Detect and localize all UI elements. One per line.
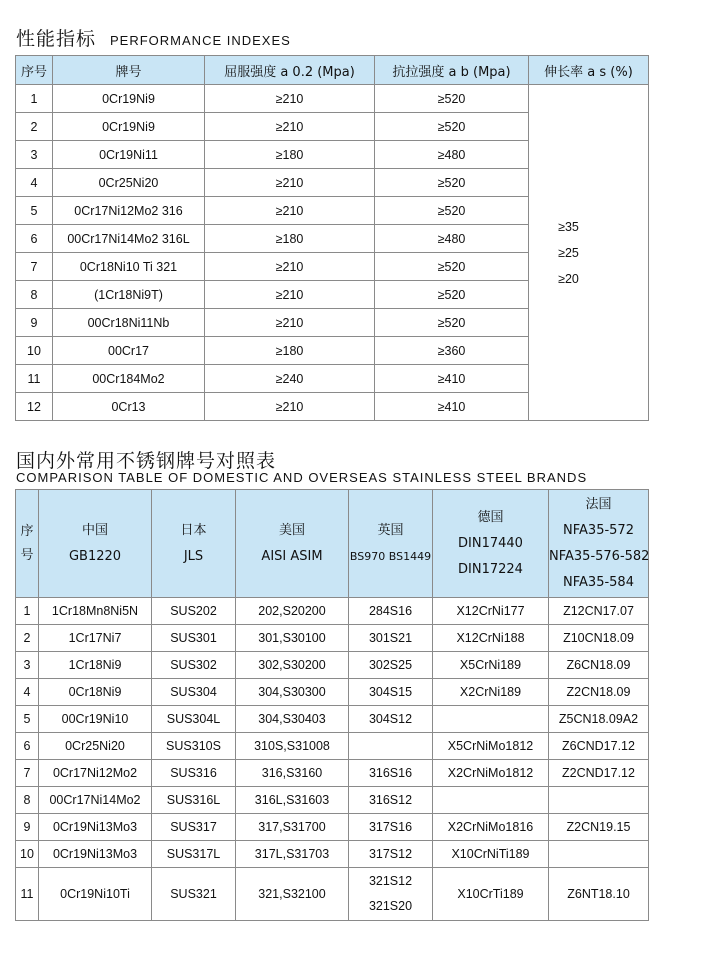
section2-title-en: COMPARISON TABLE OF DOMESTIC AND OVERSEAS STAINLESS STEEL BRANDS — [16, 470, 588, 485]
china-cell: 1Cr18Ni9 — [39, 652, 152, 679]
seq-cell: 11 — [16, 365, 53, 393]
germany-cell: X2CrNiMo1816 — [433, 814, 549, 841]
tensile-cell: ≥520 — [375, 85, 529, 113]
uk-value: 304S15 — [368, 684, 413, 699]
grade-cell: 0Cr19Ni9 — [53, 85, 205, 113]
header-elongation: 伸长率 a s (%) — [529, 56, 649, 85]
yield-cell: ≥210 — [205, 113, 375, 141]
section1-title-en: PERFORMANCE INDEXES — [110, 33, 291, 48]
france-cell: Z5CN18.09A2 — [549, 706, 649, 733]
uk-value: 301S21 — [368, 630, 413, 645]
section2-title-cn: 国内外常用不锈钢牌号对照表 — [16, 450, 277, 472]
uk-cell — [349, 787, 433, 814]
grade-cell: 00Cr17 — [53, 337, 205, 365]
table-row — [16, 652, 649, 679]
header-yield: 屈服强度 a 0.2 (Mpa) — [205, 56, 375, 85]
seq-cell: 12 — [16, 393, 53, 421]
uk-value: 321S20 — [368, 899, 413, 913]
seq-cell: 4 — [16, 169, 53, 197]
comparison-table — [15, 489, 649, 921]
usa-cell: 317L,S31703 — [236, 841, 349, 868]
china-cell: 1Cr17Ni7 — [39, 625, 152, 652]
grade-cell: 0Cr13 — [53, 393, 205, 421]
header-uk: 英国 BS970 BS1449 — [349, 490, 433, 598]
seq-cell: 9 — [16, 814, 39, 841]
seq-cell: 7 — [16, 760, 39, 787]
seq-cell: 4 — [16, 679, 39, 706]
header-germany: 德国 DIN17440 DIN17224 — [433, 490, 549, 598]
grade-cell: 00Cr184Mo2 — [53, 365, 205, 393]
table-row — [16, 733, 649, 760]
seq-cell: 10 — [16, 337, 53, 365]
uk-value: 317S12 — [368, 846, 413, 861]
france-cell: Z2CN18.09 — [549, 679, 649, 706]
uk-cell — [349, 868, 433, 921]
performance-header-row — [16, 56, 649, 85]
japan-cell: SUS317L — [152, 841, 236, 868]
header-china: 中国 GB1220 — [39, 490, 152, 598]
header-japan: 日本 JLS — [152, 490, 236, 598]
yield-cell: ≥180 — [205, 225, 375, 253]
seq-cell: 5 — [16, 706, 39, 733]
header-usa: 美国 AISI ASIM — [236, 490, 349, 598]
seq-cell: 11 — [16, 868, 39, 921]
table-row — [16, 598, 649, 625]
france-cell: Z6CN18.09 — [549, 652, 649, 679]
usa-cell: 304,S30403 — [236, 706, 349, 733]
seq-cell: 6 — [16, 225, 53, 253]
france-cell — [549, 787, 649, 814]
seq-cell: 8 — [16, 281, 53, 309]
yield-cell: ≥240 — [205, 365, 375, 393]
seq-cell: 5 — [16, 197, 53, 225]
uk-cell — [349, 841, 433, 868]
japan-cell: SUS202 — [152, 598, 236, 625]
uk-cell — [349, 760, 433, 787]
tensile-cell: ≥480 — [375, 141, 529, 169]
china-cell: 1Cr18Mn8Ni5N — [39, 598, 152, 625]
elongation-cell — [529, 85, 649, 421]
table-row — [16, 814, 649, 841]
header-tensile: 抗拉强度 a b (Mpa) — [375, 56, 529, 85]
usa-cell: 202,S20200 — [236, 598, 349, 625]
france-cell: Z10CN18.09 — [549, 625, 649, 652]
usa-cell: 317,S31700 — [236, 814, 349, 841]
table-row — [16, 787, 649, 814]
yield-cell: ≥210 — [205, 281, 375, 309]
header-france: 法国 NFA35-572 NFA35-576-582 NFA35-584 — [549, 490, 649, 598]
grade-cell: (1Cr18Ni9T) — [53, 281, 205, 309]
usa-cell: 316L,S31603 — [236, 787, 349, 814]
uk-value: 321S12 — [368, 874, 413, 888]
table-row — [16, 85, 649, 113]
table-row — [16, 841, 649, 868]
germany-cell: X10CrNiTi189 — [433, 841, 549, 868]
tensile-cell: ≥520 — [375, 197, 529, 225]
japan-cell: SUS316L — [152, 787, 236, 814]
uk-cell — [349, 598, 433, 625]
germany-cell: X10CrTi189 — [433, 868, 549, 921]
tensile-cell: ≥520 — [375, 309, 529, 337]
grade-cell: 0Cr25Ni20 — [53, 169, 205, 197]
china-cell: 0Cr18Ni9 — [39, 679, 152, 706]
grade-cell: 00Cr17Ni14Mo2 316L — [53, 225, 205, 253]
comparison-header-row — [16, 490, 649, 598]
japan-cell: SUS304L — [152, 706, 236, 733]
tensile-cell: ≥360 — [375, 337, 529, 365]
seq-cell: 6 — [16, 733, 39, 760]
section1-title-cn: 性能指标 — [16, 28, 97, 50]
yield-cell: ≥210 — [205, 169, 375, 197]
yield-cell: ≥210 — [205, 253, 375, 281]
table-row — [16, 679, 649, 706]
table-row — [16, 625, 649, 652]
germany-cell — [433, 706, 549, 733]
tensile-cell: ≥520 — [375, 113, 529, 141]
japan-cell: SUS301 — [152, 625, 236, 652]
china-cell: 00Cr17Ni14Mo2 — [39, 787, 152, 814]
japan-cell: SUS304 — [152, 679, 236, 706]
section1-heading — [16, 24, 291, 51]
germany-cell: X5CrNiMo1812 — [433, 733, 549, 760]
france-cell: Z2CND17.12 — [549, 760, 649, 787]
usa-cell: 301,S30100 — [236, 625, 349, 652]
china-cell: 0Cr19Ni13Mo3 — [39, 841, 152, 868]
seq-cell: 9 — [16, 309, 53, 337]
seq-cell: 8 — [16, 787, 39, 814]
yield-cell: ≥210 — [205, 197, 375, 225]
header-grade: 牌号 — [53, 56, 205, 85]
header-seq: 序号 — [16, 56, 53, 85]
china-cell: 0Cr17Ni12Mo2 — [39, 760, 152, 787]
yield-cell: ≥210 — [205, 393, 375, 421]
germany-cell: X5CrNi189 — [433, 652, 549, 679]
uk-cell — [349, 679, 433, 706]
seq-cell: 1 — [16, 85, 53, 113]
china-cell: 0Cr19Ni13Mo3 — [39, 814, 152, 841]
japan-cell: SUS310S — [152, 733, 236, 760]
usa-cell: 321,S32100 — [236, 868, 349, 921]
seq-cell: 7 — [16, 253, 53, 281]
usa-cell: 304,S30300 — [236, 679, 349, 706]
usa-cell: 302,S30200 — [236, 652, 349, 679]
japan-cell: SUS302 — [152, 652, 236, 679]
table-row — [16, 706, 649, 733]
germany-cell: X2CrNiMo1812 — [433, 760, 549, 787]
germany-cell — [433, 787, 549, 814]
uk-value: 316S16 — [368, 765, 413, 780]
grade-cell: 00Cr18Ni11Nb — [53, 309, 205, 337]
grade-cell: 0Cr17Ni12Mo2 316 — [53, 197, 205, 225]
china-cell: 0Cr19Ni10Ti — [39, 868, 152, 921]
table-row — [16, 868, 649, 921]
grade-cell: 0Cr19Ni9 — [53, 113, 205, 141]
header-seq: 序 号 — [16, 490, 39, 598]
tensile-cell: ≥520 — [375, 253, 529, 281]
tensile-cell: ≥410 — [375, 365, 529, 393]
uk-value: 284S16 — [368, 603, 413, 618]
usa-cell: 310S,S31008 — [236, 733, 349, 760]
germany-cell: X12CrNi188 — [433, 625, 549, 652]
yield-cell: ≥210 — [205, 309, 375, 337]
tensile-cell: ≥480 — [375, 225, 529, 253]
yield-cell: ≥180 — [205, 337, 375, 365]
japan-cell: SUS316 — [152, 760, 236, 787]
china-cell: 00Cr19Ni10 — [39, 706, 152, 733]
seq-cell: 3 — [16, 652, 39, 679]
yield-cell: ≥180 — [205, 141, 375, 169]
seq-cell: 3 — [16, 141, 53, 169]
germany-cell: X12CrNi177 — [433, 598, 549, 625]
table-row — [16, 760, 649, 787]
elongation-value: ≥20 — [558, 271, 579, 286]
uk-cell — [349, 733, 433, 760]
uk-cell — [349, 652, 433, 679]
seq-cell: 10 — [16, 841, 39, 868]
uk-value: 317S16 — [368, 819, 413, 834]
elongation-value: ≥25 — [558, 245, 579, 260]
seq-cell: 2 — [16, 113, 53, 141]
japan-cell: SUS317 — [152, 814, 236, 841]
uk-cell — [349, 706, 433, 733]
yield-cell: ≥210 — [205, 85, 375, 113]
uk-value: 304S12 — [368, 711, 413, 726]
uk-cell — [349, 625, 433, 652]
china-cell: 0Cr25Ni20 — [39, 733, 152, 760]
seq-cell: 1 — [16, 598, 39, 625]
france-cell: Z6NT18.10 — [549, 868, 649, 921]
performance-table — [15, 55, 649, 421]
france-cell — [549, 841, 649, 868]
tensile-cell: ≥520 — [375, 281, 529, 309]
france-cell: Z6CND17.12 — [549, 733, 649, 760]
elongation-value: ≥35 — [558, 219, 579, 234]
grade-cell: 0Cr18Ni10 Ti 321 — [53, 253, 205, 281]
uk-value: 302S25 — [368, 657, 413, 672]
france-cell: Z12CN17.07 — [549, 598, 649, 625]
tensile-cell: ≥410 — [375, 393, 529, 421]
grade-cell: 0Cr19Ni11 — [53, 141, 205, 169]
france-cell: Z2CN19.15 — [549, 814, 649, 841]
uk-cell — [349, 814, 433, 841]
seq-cell: 2 — [16, 625, 39, 652]
uk-value: 316S12 — [368, 792, 413, 807]
usa-cell: 316,S3160 — [236, 760, 349, 787]
germany-cell: X2CrNi189 — [433, 679, 549, 706]
japan-cell: SUS321 — [152, 868, 236, 921]
tensile-cell: ≥520 — [375, 169, 529, 197]
